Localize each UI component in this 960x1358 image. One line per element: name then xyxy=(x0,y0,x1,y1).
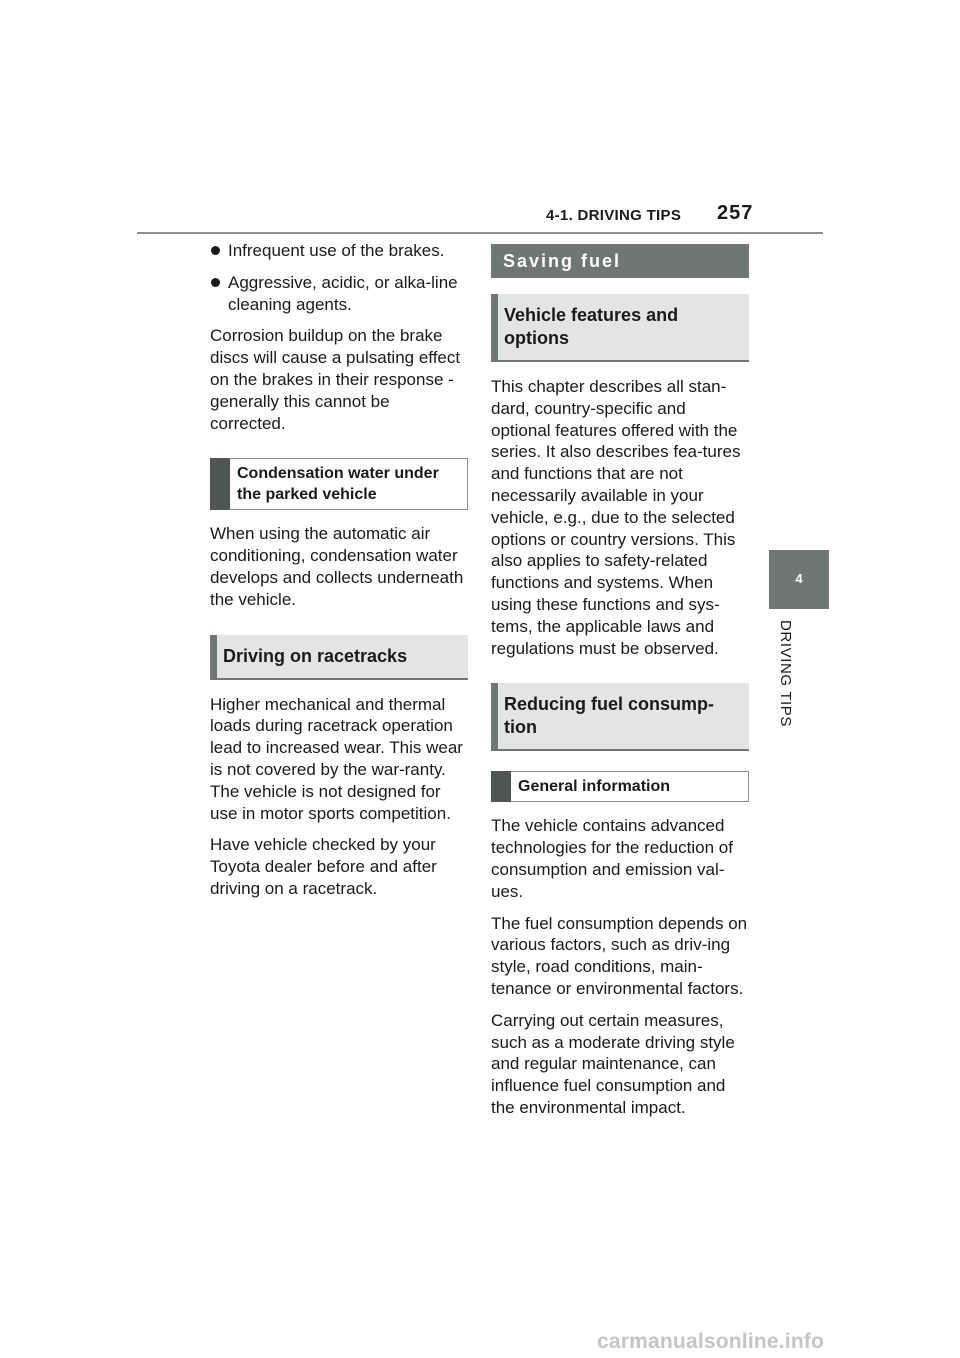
heading-reducing-fuel: Reducing fuel consump-tion xyxy=(491,683,749,751)
paragraph-general-3: Carrying out certain measures, such as a moderate driving style and regular maintenance, can influence fuel consumption and the environmental impact. xyxy=(491,1010,735,1117)
chapter-label: DRIVING TIPS xyxy=(777,620,794,727)
heading-vehicle-features: Vehicle features and options xyxy=(491,294,749,362)
heading-general-information: General information xyxy=(491,771,749,802)
watermark-link[interactable]: carmanualsonline.info xyxy=(597,1330,825,1353)
paragraph-corrosion: Corrosion buildup on the brake discs will cause a pulsating effect on the brakes in their response - generally this cannot be corrected. xyxy=(210,326,461,433)
heading-condensation: Condensation water under the parked vehicle xyxy=(210,458,468,510)
bullet-item: Aggressive, acidic, or alka-line cleaning agents. xyxy=(210,272,468,316)
paragraph-features: This chapter describes all stan-dard, country-specific and optional features offered with the series. It also describes fea-tures and functions that are not necessarily available in your vehicle, e.g., due to the selected options or country versions. This also applies to safety-related functions and systems. When using these functions and sys-tems, the applicable laws and regulations must be observed. xyxy=(491,377,741,658)
left-column xyxy=(210,240,468,910)
heading-racetracks: Driving on racetracks xyxy=(210,635,468,680)
paragraph-racetracks-dealer: Have vehicle checked by your Toyota dealer before and after driving on a racetrack. xyxy=(210,835,437,898)
heading-saving-fuel: Saving fuel xyxy=(491,244,749,278)
section-header: 4-1. DRIVING TIPS xyxy=(546,207,682,224)
paragraph-racetracks: Higher mechanical and thermal loads during racetrack operation lead to increased wear. This wear is not covered by the war-ranty. The vehicle is not designed for use in motor sports competition. xyxy=(210,694,463,823)
page-number: 257 xyxy=(717,202,754,224)
paragraph-general-1: The vehicle contains advanced technologies for the reduction of consumption and emission val-ues. xyxy=(491,816,733,901)
paragraph-general-2: The fuel consumption depends on various factors, such as driv-ing style, road conditions, main-tenance or environmental factors. xyxy=(491,913,748,998)
right-column xyxy=(491,244,749,1129)
paragraph-condensation: When using the automatic air conditioning, condensation water develops and collects underneath the vehicle. xyxy=(210,524,464,609)
chapter-number: 4 xyxy=(795,571,803,586)
bullet-item: Infrequent use of the brakes. xyxy=(210,240,468,262)
header-divider xyxy=(137,232,823,234)
